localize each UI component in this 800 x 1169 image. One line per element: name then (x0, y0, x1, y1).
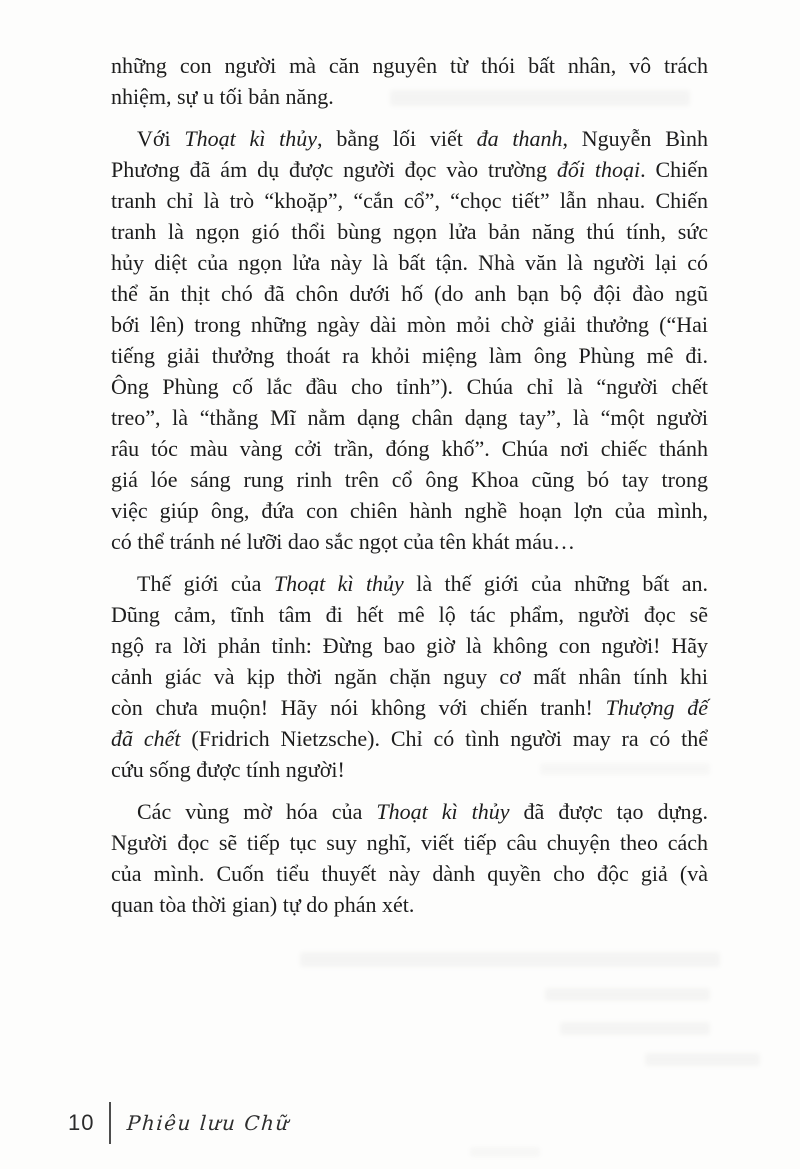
text-line (111, 754, 708, 785)
text-segment: (Fridrich Nietzsche). Chỉ có tình người may ra có thể (180, 726, 708, 751)
page-footer (68, 1102, 290, 1144)
bleed-through-smudge (560, 1022, 710, 1035)
text-segment: cứu sống được tính người! (111, 757, 345, 782)
text-segment: của mình. Cuốn tiểu thuyết này dành quyền cho độc giả (và (111, 861, 708, 886)
text-segment: tranh chỉ là trò “khoặp”, “cắn cổ”, “chọc tiết” lẫn nhau. Chiến (111, 188, 708, 213)
text-line (111, 827, 708, 858)
text-line (111, 526, 708, 557)
text-line (111, 433, 708, 464)
paragraph (111, 50, 708, 112)
text-line (111, 371, 708, 402)
text-segment: những con người mà căn nguyên từ thói bất nhân, vô trách (111, 53, 708, 78)
paragraph (111, 123, 708, 557)
text-segment: quan tòa thời gian) tự do phán xét. (111, 892, 415, 917)
text-segment: Các vùng mờ hóa của (137, 799, 377, 824)
text-segment: Ông Phùng cố lắc đầu cho tỉnh”). Chúa chỉ là “người chết (111, 374, 708, 399)
text-segment: tranh là ngọn gió thổi bùng ngọn lửa bản năng thú tính, sức (111, 219, 708, 244)
text-line (111, 692, 708, 723)
bleed-through-smudge (470, 1147, 540, 1157)
text-segment: bới lên) trong những ngày dài mòn mỏi chờ giải thưởng (“Hai (111, 312, 708, 337)
text-segment: có thể tránh né lưỡi dao sắc ngọt của tên khát máu… (111, 529, 576, 554)
text-line (111, 247, 708, 278)
text-line (111, 278, 708, 309)
text-line (111, 599, 708, 630)
bleed-through-smudge (545, 988, 710, 1001)
italic-text-segment: đa thanh (476, 126, 563, 151)
footer-divider-rule (109, 1102, 111, 1144)
text-line (111, 402, 708, 433)
text-segment: còn chưa muộn! Hãy nói không với chiến tranh! (111, 695, 606, 720)
text-line (111, 889, 708, 920)
text-segment: Phương đã ám dụ được người đọc vào trường (111, 157, 557, 182)
text-segment: là thế giới của những bất an. (403, 571, 708, 596)
text-line (111, 723, 708, 754)
text-segment: , bằng lối viết (317, 126, 477, 151)
italic-text-segment: Thoạt kì thủy (376, 799, 510, 824)
text-line (111, 81, 708, 112)
text-line (111, 309, 708, 340)
text-line (111, 464, 708, 495)
text-line (111, 154, 708, 185)
text-segment: hủy diệt của ngọn lửa này là bất tận. Nhà văn là người lại có (111, 250, 708, 275)
page-number: 10 (68, 1110, 95, 1135)
bleed-through-smudge (645, 1053, 760, 1066)
text-line (111, 796, 708, 827)
text-segment: đã được tạo dựng. (509, 799, 708, 824)
text-line (111, 661, 708, 692)
text-segment: thể ăn thịt chó đã chôn dưới hố (do anh bạn bộ đội đào ngũ (111, 281, 708, 306)
bleed-through-smudge (300, 952, 720, 967)
text-segment: Người đọc sẽ tiếp tục suy nghĩ, viết tiếp câu chuyện theo cách (111, 830, 708, 855)
text-line (111, 123, 708, 154)
text-segment: Với (137, 126, 185, 151)
italic-text-segment: Thoạt kì thủy (184, 126, 318, 151)
text-line (111, 340, 708, 371)
text-segment: nhiệm, sự u tối bản năng. (111, 84, 334, 109)
text-line (111, 185, 708, 216)
text-line (111, 216, 708, 247)
text-segment: , Nguyễn Bình (562, 126, 708, 151)
italic-text-segment: đã chết (111, 726, 181, 751)
text-line (111, 495, 708, 526)
text-segment: giá lóe sáng rung rinh trên cổ ông Khoa cũng bó tay trong (111, 467, 708, 492)
text-segment: Dũng cảm, tĩnh tâm đi hết mê lộ tác phẩm, người đọc sẽ (111, 602, 708, 627)
text-segment: việc giúp ông, đứa con chiên hành nghề hoạn lợn của mình, (111, 498, 708, 523)
text-segment: tiếng giải thưởng thoát ra khỏi miệng làm ông Phùng mê đi. (111, 343, 708, 368)
text-line (111, 568, 708, 599)
body-text (111, 50, 708, 920)
text-line (111, 858, 708, 889)
text-segment: cảnh giác và kịp thời ngăn chặn nguy cơ mất nhân tính khi (111, 664, 708, 689)
italic-text-segment: Thượng đế (605, 695, 708, 720)
text-segment: . Chiến (640, 157, 708, 182)
text-segment: treo”, là “thằng Mĩ nằm dạng chân dạng tay”, là “một người (111, 405, 708, 430)
paragraph (111, 568, 708, 785)
text-segment: Thế giới của (137, 571, 274, 596)
text-segment: ngộ ra lời phản tỉnh: Đừng bao giờ là không con người! Hãy (111, 633, 708, 658)
text-line (111, 50, 708, 81)
text-segment: râu tóc màu vàng cởi trần, đóng khố”. Chúa nơi chiếc thánh (111, 436, 708, 461)
italic-text-segment: Thoạt kì thủy (273, 571, 404, 596)
running-title: Phiêu lưu Chữ (126, 1111, 292, 1135)
text-line (111, 630, 708, 661)
paragraph (111, 796, 708, 920)
italic-text-segment: đối thoại (556, 157, 641, 182)
